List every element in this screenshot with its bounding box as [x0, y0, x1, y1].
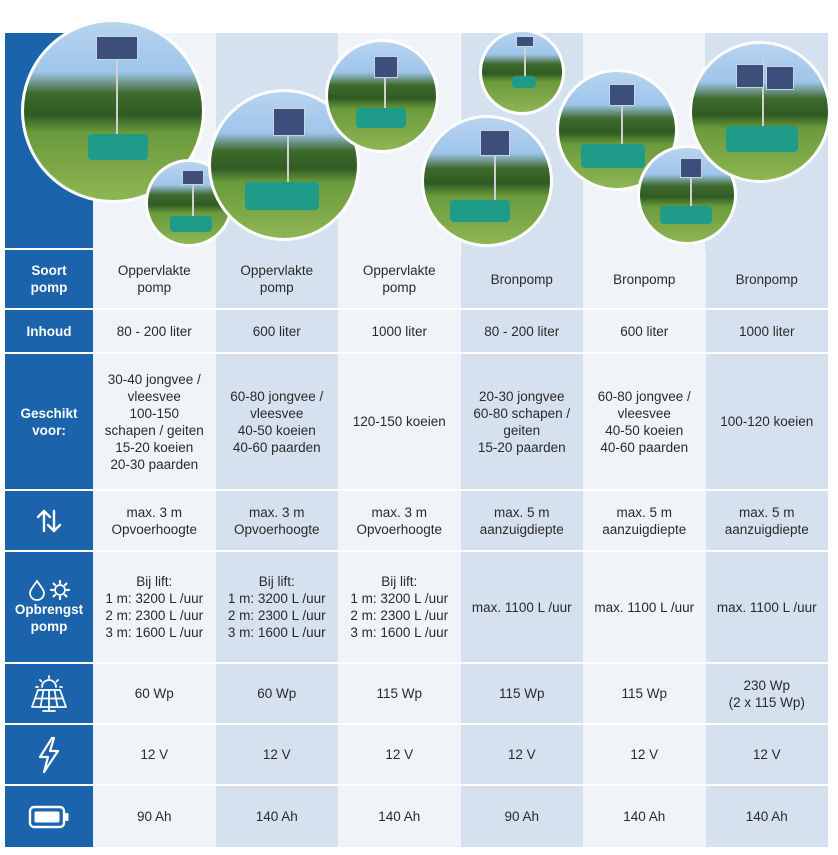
capacity-cell: 1000 liter — [338, 310, 461, 354]
pump-yield-cell: max. 1100 L /uur — [706, 552, 829, 664]
capacity-cell: 1000 liter — [706, 310, 829, 354]
pump-type-cell: Bronpomp — [461, 250, 584, 310]
battery-cell: 140 Ah — [583, 786, 706, 849]
lift-depth-cell: max. 3 m Opvoerhoogte — [338, 491, 461, 552]
pump-yield-cell: max. 1100 L /uur — [461, 552, 584, 664]
row-header-battery — [5, 786, 93, 849]
pump-type-cell: Bronpomp — [706, 250, 829, 310]
lift-depth-cell: max. 5 m aanzuigdiepte — [461, 491, 584, 552]
row-header-lift-depth — [5, 491, 93, 552]
pump-yield-cell: max. 1100 L /uur — [583, 552, 706, 664]
pump-yield-cell: Bij lift: 1 m: 3200 L /uur 2 m: 2300 L /uur 3 m: 1600 L /uur — [93, 552, 216, 664]
solar-power-cell: 230 Wp (2 x 115 Wp) — [706, 664, 829, 725]
suitable-for-cell: 100-120 koeien — [706, 354, 829, 491]
solar-power-cell: 115 Wp — [338, 664, 461, 725]
product-photo-small — [325, 39, 439, 153]
battery-cell: 140 Ah — [216, 786, 339, 849]
pump-yield-cell: Bij lift: 1 m: 3200 L /uur 2 m: 2300 L /uur 3 m: 1600 L /uur — [338, 552, 461, 664]
row-header-pump-yield-label: Opbrengst pomp — [14, 602, 84, 634]
row-header-pump-type: Soort pomp — [5, 250, 93, 310]
row-header-suitable-for: Geschikt voor: — [5, 354, 93, 491]
battery-icon — [28, 804, 70, 830]
capacity-cell: 600 liter — [583, 310, 706, 354]
battery-cell: 90 Ah — [93, 786, 216, 849]
lift-depth-cell: max. 3 m Opvoerhoogte — [216, 491, 339, 552]
suitable-for-cell: 60-80 jongvee / vleesvee 40-50 koeien 40-60 paarden — [583, 354, 706, 491]
lightning-bolt-icon — [35, 736, 63, 774]
lift-depth-cell: max. 5 m aanzuigdiepte — [706, 491, 829, 552]
voltage-cell: 12 V — [583, 725, 706, 786]
row-header-pump-yield — [5, 552, 93, 664]
voltage-cell: 12 V — [93, 725, 216, 786]
voltage-cell: 12 V — [216, 725, 339, 786]
solar-panel-icon — [29, 675, 69, 713]
pump-type-cell: Oppervlakte pomp — [93, 250, 216, 310]
solar-power-cell: 60 Wp — [216, 664, 339, 725]
pump-type-cell: Oppervlakte pomp — [216, 250, 339, 310]
battery-cell: 90 Ah — [461, 786, 584, 849]
voltage-cell: 12 V — [461, 725, 584, 786]
capacity-cell: 80 - 200 liter — [461, 310, 584, 354]
comparison-table — [5, 33, 828, 849]
solar-power-cell: 115 Wp — [461, 664, 584, 725]
row-header-capacity: Inhoud — [5, 310, 93, 354]
capacity-cell: 80 - 200 liter — [93, 310, 216, 354]
pump-yield-cell: Bij lift: 1 m: 3200 L /uur 2 m: 2300 L /uur 3 m: 1600 L /uur — [216, 552, 339, 664]
suitable-for-cell: 30-40 jongvee / vleesvee 100-150 schapen / geiten 15-20 koeien 20-30 paarden — [93, 354, 216, 491]
voltage-cell: 12 V — [706, 725, 829, 786]
pump-type-cell: Bronpomp — [583, 250, 706, 310]
solar-power-cell: 60 Wp — [93, 664, 216, 725]
product-photos — [93, 33, 828, 250]
voltage-cell: 12 V — [338, 725, 461, 786]
up-down-arrows-icon — [34, 506, 64, 536]
lift-depth-cell: max. 5 m aanzuigdiepte — [583, 491, 706, 552]
row-header-solar-power — [5, 664, 93, 725]
battery-cell: 140 Ah — [338, 786, 461, 849]
lift-depth-cell: max. 3 m Opvoerhoogte — [93, 491, 216, 552]
suitable-for-cell: 60-80 jongvee / vleesvee 40-50 koeien 40-60 paarden — [216, 354, 339, 491]
suitable-for-cell: 20-30 jongvee 60-80 schapen / geiten 15-20 paarden — [461, 354, 584, 491]
battery-cell: 140 Ah — [706, 786, 829, 849]
product-photo-large — [689, 41, 831, 183]
capacity-cell: 600 liter — [216, 310, 339, 354]
row-header-voltage — [5, 725, 93, 786]
solar-power-cell: 115 Wp — [583, 664, 706, 725]
product-photo-large — [421, 115, 553, 247]
droplet-gear-icon — [24, 579, 74, 601]
pump-type-cell: Oppervlakte pomp — [338, 250, 461, 310]
suitable-for-cell: 120-150 koeien — [338, 354, 461, 491]
product-photo-small — [479, 29, 565, 115]
